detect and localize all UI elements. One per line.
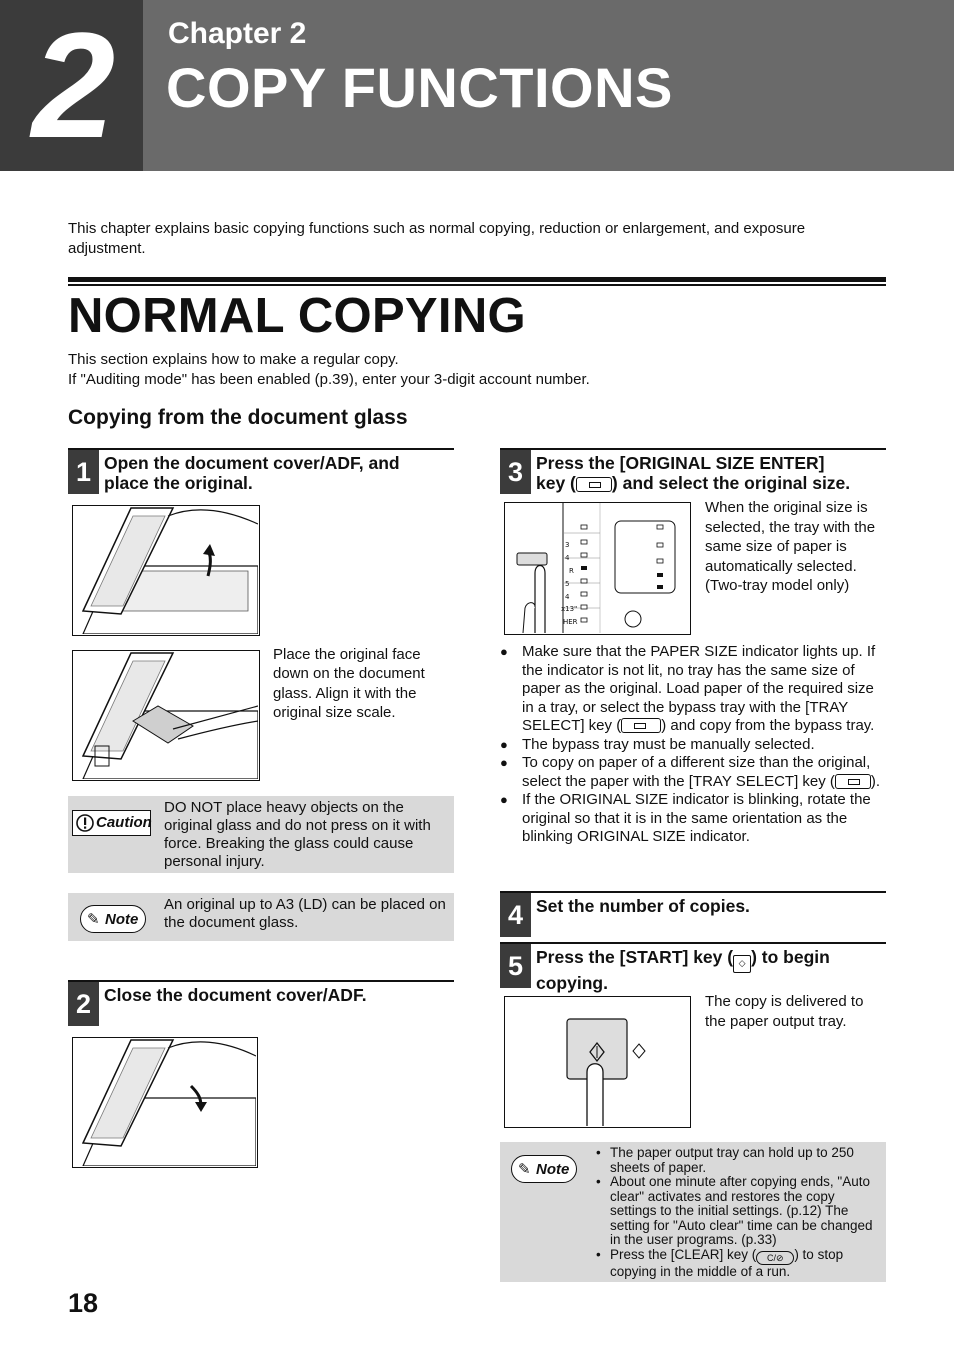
bullet-text: ) and copy from the bypass tray. <box>661 717 875 734</box>
note-text-1: An original up to A3 (LD) can be placed on the document glass. <box>164 896 446 931</box>
panel-label-3: 5 <box>565 580 570 588</box>
note-label-1: Note <box>105 911 139 928</box>
note-label-2: Note <box>536 1161 570 1178</box>
note-badge-2 <box>511 1155 577 1183</box>
illustration-control-panel <box>504 502 691 635</box>
illustration-place-original <box>72 650 260 781</box>
note-box-2 <box>500 1142 886 1282</box>
step-2-title: Close the document cover/ADF. <box>104 985 367 1005</box>
step-3-bullets <box>500 643 886 847</box>
panel-label-4: 4 <box>565 593 570 601</box>
step-3-title-post: ) and select the original size. <box>611 473 851 493</box>
step-3-title <box>536 453 891 493</box>
step-1-text: Place the original face down on the document glass. Align it with the original size scale. <box>273 646 425 721</box>
pencil-icon: ✎ <box>518 1161 531 1178</box>
original-size-key-icon <box>576 477 612 492</box>
page-number: 18 <box>68 1288 99 1318</box>
panel-label-1: 4 <box>565 554 570 562</box>
section-rule-thin <box>68 284 886 286</box>
step-5-title <box>536 947 886 993</box>
step-1-title: Open the document cover/ADF, and place the original. <box>104 453 400 493</box>
bullet-item <box>500 643 886 736</box>
panel-label-5: x13" <box>561 605 578 613</box>
step-5-title-post: ) to begin <box>751 947 830 967</box>
section-desc-line1: This section explains how to make a regular copy. <box>68 351 399 368</box>
section-rule-thick <box>68 277 886 282</box>
step-3-number: 3 <box>500 450 531 494</box>
illustration-close-cover <box>72 1037 258 1168</box>
caution-badge <box>72 810 151 836</box>
step-4-title: Set the number of copies. <box>536 896 750 916</box>
step-3-title-line1: Press the [ORIGINAL SIZE ENTER] <box>536 453 825 473</box>
note-item <box>596 1248 878 1280</box>
step-5-header <box>500 942 886 993</box>
illustration-start-key <box>504 996 691 1128</box>
note-badge-1 <box>80 905 146 933</box>
step-3-text: When the original size is selected, the tray with the same size of paper is automatically selected. (Two-tray model only) <box>705 499 876 594</box>
chapter-intro: This chapter explains basic copying functions such as normal copying, reduction or enlargement, and exposure adjustment. <box>68 220 806 257</box>
note-item-text: Press the [CLEAR] key ( <box>610 1246 757 1262</box>
step-1-number: 1 <box>68 450 99 494</box>
illustration-open-cover <box>72 505 260 636</box>
section-desc-line2: If "Auditing mode" has been enabled (p.39), enter your 3-digit account number. <box>68 370 590 388</box>
step-5-title-line1 <box>536 947 886 973</box>
step-2-number: 2 <box>68 982 99 1026</box>
clear-key-icon: C/⊘ <box>756 1251 794 1265</box>
caution-box <box>68 796 454 873</box>
panel-label-0: 3 <box>565 541 570 549</box>
panel-label-2: R <box>569 567 574 575</box>
caution-label: Caution <box>96 814 152 831</box>
chapter-title: COPY FUNCTIONS <box>166 56 673 119</box>
note-item-text: ) to stop copying in the middle of a run. <box>610 1246 844 1279</box>
bullet-item <box>500 736 886 755</box>
note-item-text: About one minute after copying ends, "Auto clear" activates and restores the copy settings to the initial settings. (p.12) The setting for "Auto clear" time can be changed in the user programs. (p.33) <box>610 1174 873 1247</box>
section-title: NORMAL COPYING <box>68 289 526 343</box>
step-5-number: 5 <box>500 944 531 988</box>
note-item-text: The paper output tray can hold up to 250 sheets of paper. <box>610 1145 854 1175</box>
step-4-number: 4 <box>500 893 531 937</box>
step-1-header <box>68 448 454 496</box>
chapter-number: 2 <box>31 1 112 169</box>
note-item <box>596 1146 878 1175</box>
step-3-title-pre: key ( <box>536 473 576 493</box>
caution-text: DO NOT place heavy objects on the original glass and do not press on it with force. Breaking the glass could cause personal injury. <box>164 799 431 870</box>
bullet-text: Make sure that the PAPER SIZE indicator lights up. If the indicator is not lit, no tray has the same size of paper as the original. Load paper of the required size in a tray, or select the bypass tray with the [TRAY SELECT] key ( <box>522 643 876 734</box>
tray-select-key-icon <box>621 718 661 733</box>
bullet-text: The bypass tray must be manually selected. <box>522 735 815 753</box>
step-2-header <box>68 980 454 1028</box>
bullet-text: If the ORIGINAL SIZE indicator is blinking, rotate the original so that it is in the same orientation as the blinking ORIGINAL SIZE indicator. <box>522 791 871 845</box>
exclamation-icon <box>76 814 94 832</box>
step-5-title-line2: copying. <box>536 973 608 993</box>
step-5-title-pre: Press the [START] key ( <box>536 947 734 967</box>
note-box-1 <box>68 893 454 941</box>
section-description <box>68 350 886 389</box>
panel-label-6: HER <box>563 618 578 626</box>
note-item <box>596 1175 878 1248</box>
step-4-header <box>500 891 886 939</box>
step-5-text: The copy is delivered to the paper output tray. <box>705 993 864 1030</box>
bullet-text: ). <box>870 772 881 790</box>
bullet-item <box>500 791 886 847</box>
tray-select-key-icon <box>835 774 871 789</box>
note-list-2 <box>596 1146 878 1279</box>
chapter-label: Chapter 2 <box>168 17 307 50</box>
start-key-icon: ◇ <box>733 955 751 973</box>
pencil-icon: ✎ <box>87 911 100 928</box>
step-3-header <box>500 448 886 496</box>
bullet-text: To copy on paper of a different size than the original, select the paper with the [TRAY SELECT] key ( <box>522 754 871 790</box>
step-3-title-line2 <box>536 473 891 493</box>
subsection-title: Copying from the document glass <box>68 406 408 429</box>
bullet-item <box>500 754 886 791</box>
